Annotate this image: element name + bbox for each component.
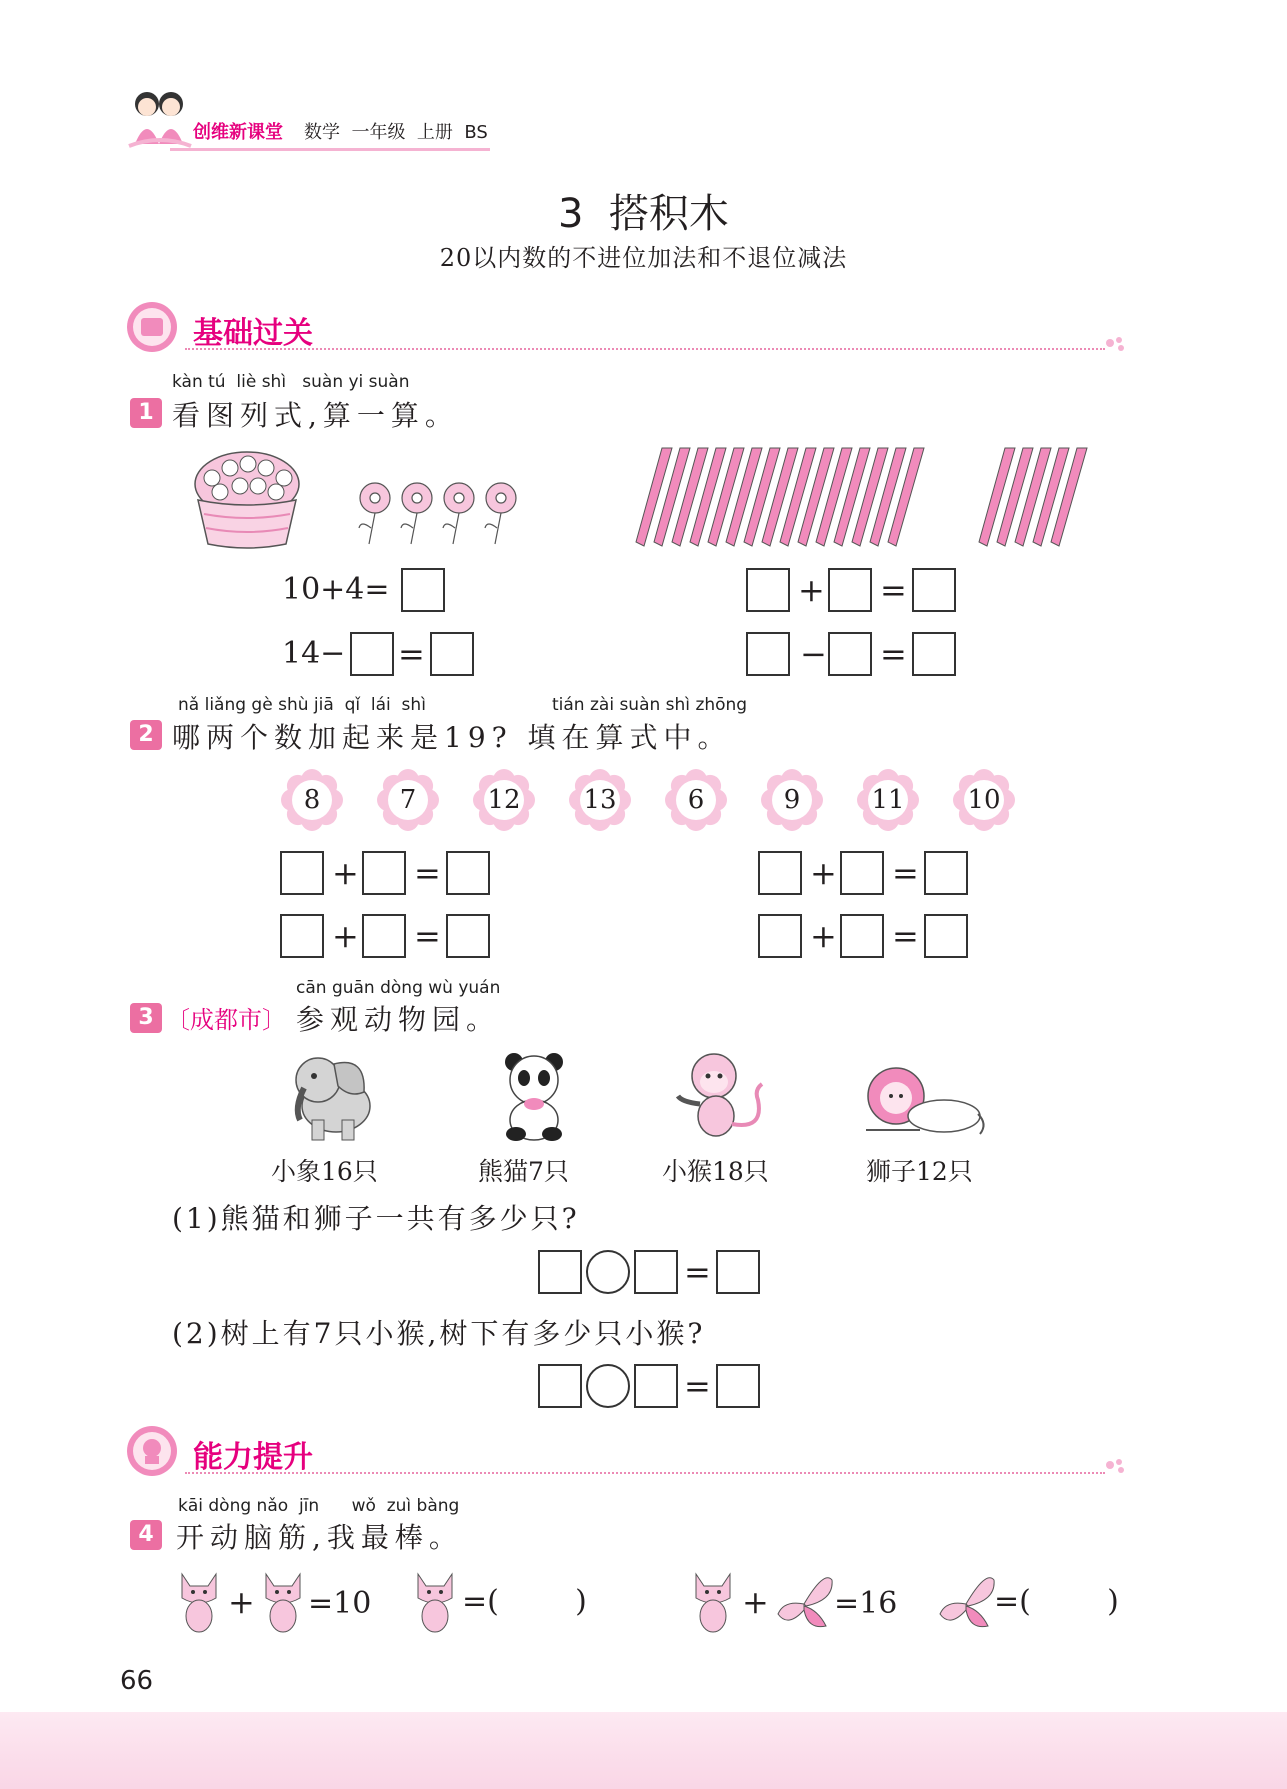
q1-eq2-expression: 14− [282, 636, 346, 671]
answer-box[interactable] [446, 914, 490, 958]
answer-box[interactable] [280, 914, 324, 958]
equals-sign: = [684, 1253, 711, 1291]
lion-icon [860, 1064, 990, 1140]
flower-number-badge [952, 768, 1016, 832]
section-basic-icon [125, 300, 183, 354]
answer-box[interactable] [828, 568, 872, 612]
answer-box[interactable] [924, 914, 968, 958]
equals-sign: = [880, 635, 907, 673]
answer-box[interactable] [362, 914, 406, 958]
answer-box[interactable] [401, 568, 445, 612]
q1-pinyin: kàn tú liè shì suàn yi suàn [172, 372, 410, 392]
section-basic-divider [185, 344, 1105, 350]
plus-sign: + [332, 854, 359, 892]
q4-pinyin: kāi dòng nǎo jīn wǒ zuì bàng [178, 1496, 460, 1516]
q4-eq3-result: =16 [834, 1586, 898, 1621]
elephant-icon [286, 1048, 376, 1144]
q1-number: 1 [130, 398, 162, 428]
section-basic-dots [1105, 334, 1127, 352]
answer-box[interactable] [912, 568, 956, 612]
pencils-five-image [975, 446, 1105, 550]
answer-box[interactable] [538, 1364, 582, 1408]
answer-box[interactable] [280, 851, 324, 895]
q3-subquestion-1: (1)熊猫和狮子一共有多少只? [172, 1202, 580, 1235]
answer-box[interactable] [746, 568, 790, 612]
flower-number-label: 9 [783, 785, 801, 815]
header-subject: 数学 一年级 上册 BS [304, 122, 488, 143]
butterfly-icon [774, 1570, 834, 1630]
cat-icon [260, 1568, 306, 1634]
q3-pinyin: cān guān dòng wù yuán [296, 978, 501, 998]
flower-number-label: 11 [871, 785, 905, 815]
answer-box[interactable] [350, 632, 394, 676]
answer-box[interactable] [362, 851, 406, 895]
answer-box[interactable] [746, 632, 790, 676]
flower-number-badge [568, 768, 632, 832]
plus-sign: + [810, 854, 837, 892]
answer-box[interactable] [828, 632, 872, 676]
plus-sign: + [742, 1583, 769, 1621]
footer-band [0, 1712, 1287, 1789]
lesson-title: 3 搭积木 [558, 191, 729, 237]
header-underline [170, 148, 490, 151]
header-brand: 创维新课堂 [193, 122, 283, 143]
lesson-subtitle: 20以内数的不进位加法和不退位减法 [439, 244, 848, 272]
flower-number-badge [376, 768, 440, 832]
operator-circle[interactable] [586, 1250, 630, 1294]
plus-sign: + [798, 571, 825, 609]
q4-number: 4 [130, 1520, 162, 1550]
plus-sign: + [332, 917, 359, 955]
flower-number-badge [472, 768, 536, 832]
answer-box[interactable] [634, 1364, 678, 1408]
q2-pinyin-1: nǎ liǎng gè shù jiā qǐ lái shì [178, 695, 426, 715]
cat-icon [690, 1568, 736, 1634]
answer-box[interactable] [430, 632, 474, 676]
q4-eq1-result: =10 [308, 1586, 372, 1621]
cat-icon [412, 1568, 458, 1634]
flower-number-label: 10 [967, 785, 1001, 815]
four-flowers-image [355, 478, 525, 548]
panda-icon [500, 1050, 568, 1142]
equals-sign: = [880, 571, 907, 609]
operator-circle[interactable] [586, 1364, 630, 1408]
plus-sign: + [810, 917, 837, 955]
answer-box[interactable] [716, 1250, 760, 1294]
animal-label-monkey: 小猴18只 [662, 1157, 769, 1186]
plus-sign: + [228, 1583, 255, 1621]
answer-box[interactable] [634, 1250, 678, 1294]
q3-text: 参观动物园。 [296, 1003, 501, 1036]
equals-sign: = [398, 635, 425, 673]
q1-eq1-expression: 10+4= [282, 572, 390, 607]
flower-basket-image [190, 448, 305, 553]
monkey-icon [674, 1050, 770, 1142]
q2-number: 2 [130, 720, 162, 750]
equals-sign: = [892, 917, 919, 955]
q4-eq2-answer-blank[interactable]: =( ) [462, 1584, 587, 1619]
animal-label-elephant: 小象16只 [271, 1157, 378, 1186]
answer-box[interactable] [446, 851, 490, 895]
q2-text: 哪两个数加起来是19? 填在算式中。 [172, 721, 732, 754]
header-kids-logo [125, 86, 195, 150]
q4-eq4-answer-blank[interactable]: =( ) [994, 1584, 1119, 1619]
cat-icon [176, 1568, 222, 1634]
section-advanced-title: 能力提升 [193, 1440, 313, 1475]
q3-subquestion-2: (2)树上有7只小猴,树下有多少只小猴? [172, 1317, 706, 1350]
answer-box[interactable] [758, 914, 802, 958]
flower-number-label: 12 [487, 785, 521, 815]
answer-box[interactable] [758, 851, 802, 895]
answer-box[interactable] [924, 851, 968, 895]
q4-text: 开动脑筋,我最棒。 [176, 1521, 463, 1554]
flower-number-label: 8 [303, 785, 321, 815]
q3-number: 3 [130, 1003, 162, 1033]
answer-box[interactable] [538, 1250, 582, 1294]
equals-sign: = [414, 917, 441, 955]
butterfly-icon [936, 1570, 996, 1630]
q1-text: 看图列式,算一算。 [172, 399, 459, 432]
section-advanced-icon [125, 1424, 183, 1478]
minus-sign: − [800, 635, 827, 673]
section-advanced-dots [1105, 1456, 1127, 1474]
flower-number-badge [664, 768, 728, 832]
flower-number-label: 13 [583, 785, 617, 815]
equals-sign: = [684, 1367, 711, 1405]
animal-label-lion: 狮子12只 [866, 1157, 973, 1186]
equals-sign: = [414, 854, 441, 892]
flower-number-badge [856, 768, 920, 832]
equals-sign: = [892, 854, 919, 892]
answer-box[interactable] [716, 1364, 760, 1408]
section-advanced-divider [185, 1468, 1105, 1474]
flower-number-label: 6 [687, 785, 705, 815]
section-basic-title: 基础过关 [193, 316, 313, 351]
flower-number-badge [280, 768, 344, 832]
answer-box[interactable] [840, 914, 884, 958]
page-number: 66 [120, 1666, 154, 1696]
q3-region-tag: 〔成都市〕 [166, 1006, 286, 1034]
q2-pinyin-2: tián zài suàn shì zhōng [552, 695, 748, 715]
pencils-ten-image [632, 446, 942, 550]
answer-box[interactable] [840, 851, 884, 895]
animal-label-panda: 熊猫7只 [478, 1157, 569, 1186]
answer-box[interactable] [912, 632, 956, 676]
flower-number-badge [760, 768, 824, 832]
flower-number-label: 7 [399, 785, 417, 815]
